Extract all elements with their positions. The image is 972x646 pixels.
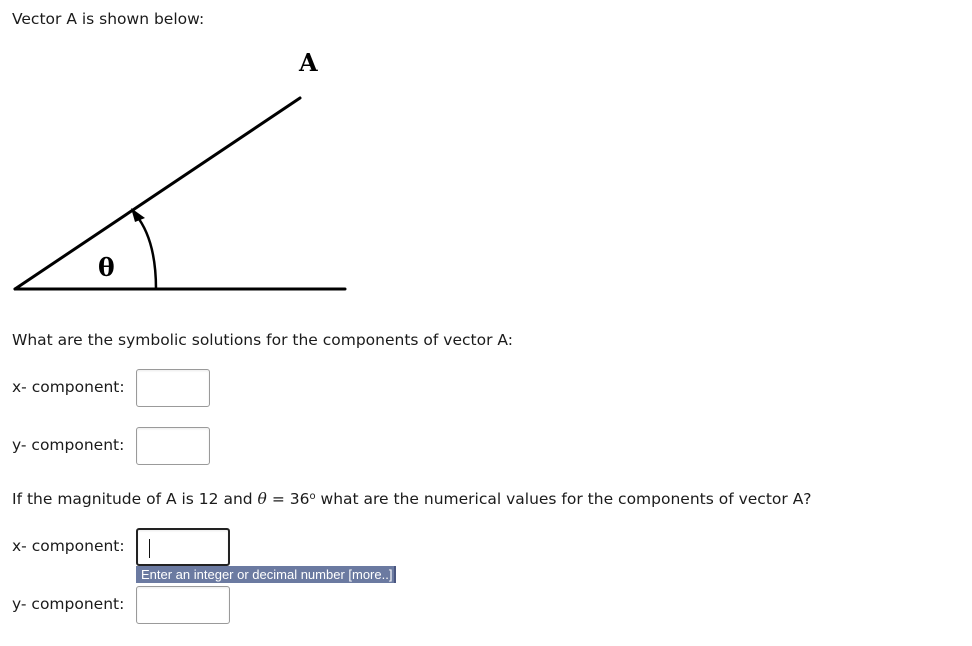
numeric-x-label: x- component: <box>12 537 125 555</box>
intro-text: Vector A is shown below: <box>12 10 205 28</box>
vector-a-line <box>15 98 300 289</box>
theta-symbol: θ <box>257 490 267 508</box>
vector-label: A <box>299 48 318 77</box>
question-numeric-before: If the magnitude of A is 12 and <box>12 490 258 508</box>
numeric-y-input[interactable] <box>136 586 230 624</box>
numeric-x-input[interactable] <box>136 528 230 566</box>
symbolic-x-input[interactable] <box>136 369 210 407</box>
vector-diagram <box>10 40 355 302</box>
symbolic-y-input[interactable] <box>136 427 210 465</box>
symbolic-x-label: x- component: <box>12 378 125 396</box>
degree-superscript: o <box>309 491 316 502</box>
numeric-y-label: y- component: <box>12 595 125 613</box>
question-numeric <box>12 489 812 509</box>
angle-arc-arrowhead <box>131 208 145 222</box>
angle-arc <box>136 215 156 289</box>
symbolic-y-label: y- component: <box>12 436 125 454</box>
question-symbolic: What are the symbolic solutions for the components of vector A: <box>12 331 513 349</box>
question-numeric-angle: = 36 <box>266 490 310 508</box>
angle-label: θ <box>98 253 115 282</box>
question-numeric-after: what are the numerical values for the components of vector A? <box>315 490 812 508</box>
hint-more-link[interactable]: [more..] <box>348 567 393 582</box>
hint-text: Enter an integer or decimal number <box>141 567 349 582</box>
text-caret <box>149 539 150 558</box>
input-hint-tooltip <box>136 566 396 583</box>
